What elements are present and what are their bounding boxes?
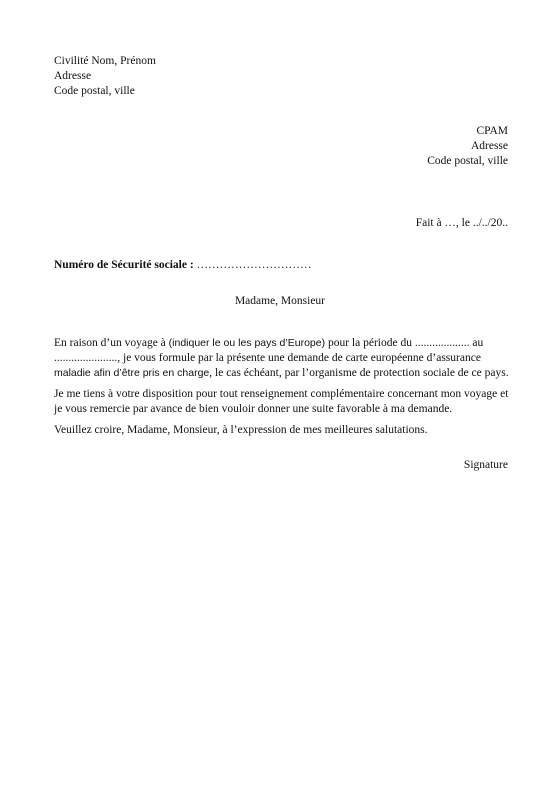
paragraph-request-part: au xyxy=(469,337,484,349)
sender-block xyxy=(54,54,156,99)
recipient-city: Code postal, ville xyxy=(427,155,508,167)
sender-name: Civilité Nom, Prénom xyxy=(54,55,156,67)
paragraph-request-part: , le cas échéant, par l’organisme de protection sociale de ce pays. xyxy=(209,367,509,379)
period-start-placeholder: ................... xyxy=(414,337,470,349)
paragraph-request-part: En raison d’un voyage à xyxy=(54,337,169,349)
paragraph-request xyxy=(54,336,510,381)
ssn-line xyxy=(54,258,312,273)
recipient-address: Adresse xyxy=(470,140,508,152)
ssn-label: Numéro de Sécurité sociale : xyxy=(54,259,194,271)
paragraph-availability: Je me tiens à votre disposition pour tout renseignement complémentaire concernant mon voyage et je vous remercie par avance de bien vouloir donner une suite favorable à ma demande. xyxy=(54,388,509,415)
paragraph-request-part: , je vous formule par la présente une demande de carte européenne d’assurance xyxy=(117,352,481,364)
paragraph-request-coverage: maladie afin d’être pris en charge xyxy=(54,367,210,379)
recipient-org: CPAM xyxy=(476,125,508,137)
paragraph-request-part: pour la période du xyxy=(325,337,415,349)
letter-body xyxy=(54,336,510,444)
sender-city: Code postal, ville xyxy=(54,85,135,97)
paragraph-closing: Veuillez croire, Madame, Monsieur, à l’expression de mes meilleures salutations. xyxy=(54,424,428,436)
date-line: Fait à …, le ../../20.. xyxy=(415,217,508,229)
paragraph-request-countries: (indiquer le ou les pays d’Europe) xyxy=(168,337,326,349)
recipient-block xyxy=(427,124,508,169)
sender-address: Adresse xyxy=(54,70,92,82)
period-end-placeholder: ...................... xyxy=(54,352,118,364)
signature: Signature xyxy=(463,459,508,471)
salutation: Madame, Monsieur xyxy=(234,295,326,307)
ssn-value: ………………………… xyxy=(196,259,312,271)
